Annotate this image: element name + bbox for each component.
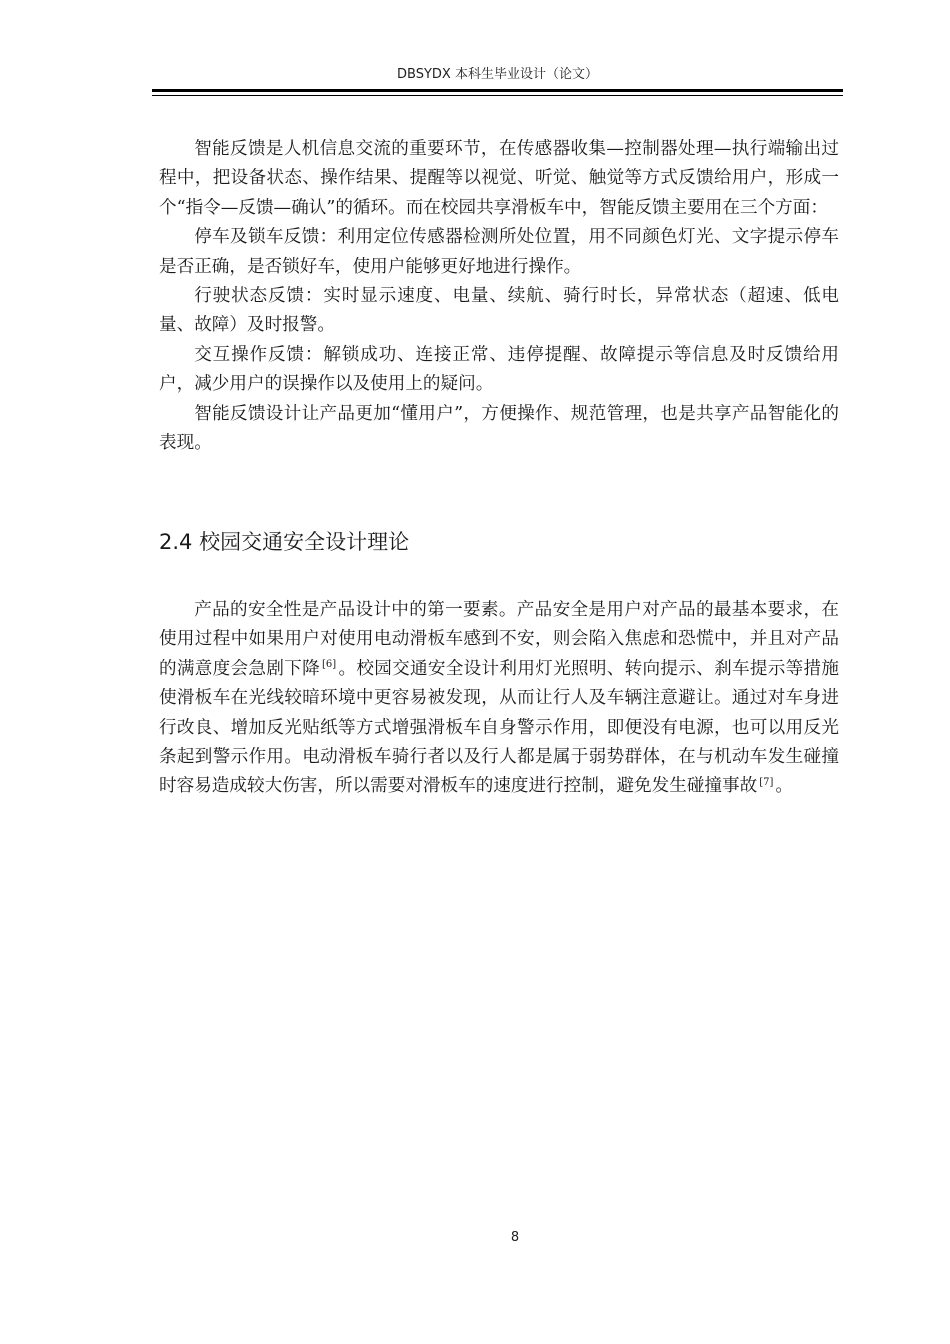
paragraph-interaction-feedback: 交互操作反馈：解锁成功、连接正常、违停提醒、故障提示等信息及时反馈给用户，减少用户的误操作以及使用上的疑问。 [159, 344, 839, 395]
section-body-feedback [159, 135, 839, 458]
section-heading: 2.4 校园交通安全设计理论 [159, 530, 410, 554]
text-safety-part2: 。校园交通安全设计利用灯光照明、转向提示、刹车提示等措施使滑板车在光线较暗环境中更容易被发现，从而让行人及车辆注意避让。通过对车身进行改良、增加反光贴纸等方式增强滑板车自身警示作用，即便没有电源，也可以用反光条起到警示作用。电动滑板车骑行者以及行人都是属于弱势群体，在与机动车发生碰撞时容易造成较大伤害，所以需要对滑板车的速度进行控制，避免发生碰撞事故 [159, 658, 839, 797]
paragraph-parking-feedback: 停车及锁车反馈：利用定位传感器检测所处位置，用不同颜色灯光、文字提示停车是否正确，是否锁好车，使用户能够更好地进行操作。 [159, 227, 839, 277]
paragraph-summary: 智能反馈设计让产品更加“懂用户”，方便操作、规范管理，也是共享产品智能化的表现。 [159, 403, 839, 454]
page-number: 8 [510, 1230, 520, 1245]
paragraph-intro: 智能反馈是人机信息交流的重要环节，在传感器收集—控制器处理—执行端输出过程中，把设备状态、操作结果、提醒等以视觉、听觉、触觉等方式反馈给用户，形成一个“指令—反馈—确认”的循环。而在校园共享滑板车中，智能反馈主要用在三个方面： [159, 139, 839, 218]
text-safety-part1: 产品的安全性是产品设计中的第一要素。产品安全是用户对产品的最基本要求，在使用过程中如果用户对使用电动滑板车感到不安，则会陷入焦虑和恐慌中，并且对产品的满意度会急剧下降 [159, 600, 839, 679]
section-body-safety [159, 596, 839, 802]
citation-6: [6] [321, 658, 337, 670]
citation-7: [7] [759, 776, 774, 788]
header-rule-thin [152, 95, 843, 96]
paragraph-riding-feedback: 行驶状态反馈：实时显示速度、电量、续航、骑行时长，异常状态（超速、低电量、故障）及时报警。 [159, 286, 839, 336]
paragraph-safety [159, 596, 839, 802]
text-safety-part3: 。 [775, 776, 793, 797]
header-rule-thick [152, 89, 843, 92]
page-header-title: DBSYDX 本科生毕业设计（论文） [397, 67, 598, 82]
